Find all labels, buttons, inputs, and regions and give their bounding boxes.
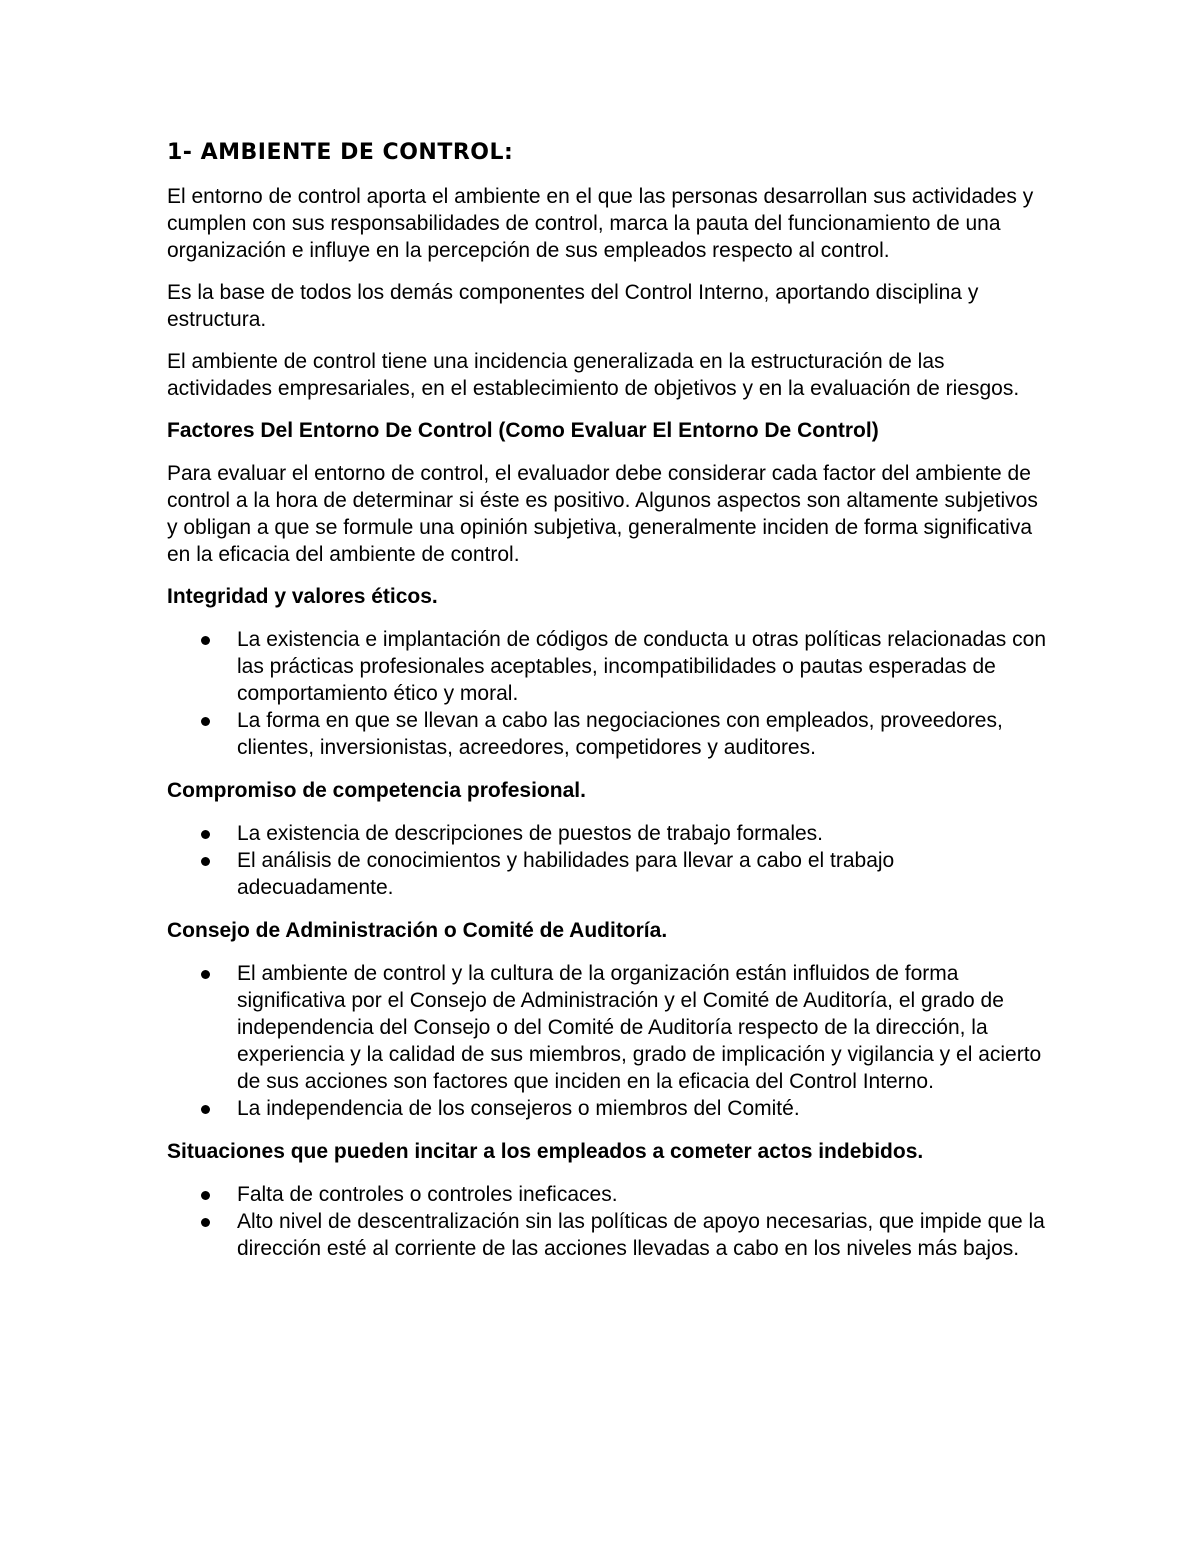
list-item-text: Alto nivel de descentralización sin las políticas de apoyo necesarias, que impide que la dirección esté al corriente de las acciones llevadas a cabo en los niveles más bajos.	[237, 1209, 1045, 1260]
list-item	[167, 960, 1047, 1095]
paragraph-intro: El entorno de control aporta el ambiente en el que las personas desarrollan sus actividades y cumplen con sus responsabilidades de control, marca la pauta del funcionamiento de una organización e influye en la percepción de sus empleados respecto al control.	[167, 184, 1034, 262]
integrity-list	[167, 626, 1047, 761]
situations-list	[167, 1181, 1047, 1262]
list-item-text: El análisis de conocimientos y habilidades para llevar a cabo el trabajo adecuadamente.	[237, 848, 895, 899]
list-item-text: La independencia de los consejeros o miembros del Comité.	[237, 1096, 800, 1120]
competence-heading: Compromiso de competencia profesional.	[167, 778, 586, 802]
list-item-text: La existencia e implantación de códigos de conducta u otras políticas relacionadas con las prácticas profesionales aceptables, incompatibilidades o pautas esperadas de comportamiento ético y moral.	[237, 627, 1047, 705]
bullet-icon	[201, 717, 210, 726]
bullet-icon	[201, 970, 210, 979]
bullet-icon	[201, 1105, 210, 1114]
bullet-icon	[201, 636, 210, 645]
list-item	[167, 626, 1047, 707]
list-item	[167, 1208, 1047, 1262]
board-list	[167, 960, 1047, 1122]
document-page	[167, 138, 1047, 1278]
factors-heading: Factores Del Entorno De Control (Como Evaluar El Entorno De Control)	[167, 418, 879, 442]
situations-heading: Situaciones que pueden incitar a los empleados a cometer actos indebidos.	[167, 1139, 924, 1163]
list-item-text: Falta de controles o controles ineficaces.	[237, 1182, 618, 1206]
paragraph-incidence: El ambiente de control tiene una incidencia generalizada en la estructuración de las actividades empresariales, en el establecimiento de objetivos y en la evaluación de riesgos.	[167, 349, 1020, 400]
list-item	[167, 820, 1047, 847]
competence-list	[167, 820, 1047, 901]
factors-intro: Para evaluar el entorno de control, el evaluador debe considerar cada factor del ambiente de control a la hora de determinar si éste es positivo. Algunos aspectos son altamente subjetivos y obligan a que se formule una opinión subjetiva, generalmente inciden de forma significativa en la eficacia del ambiente de control.	[167, 461, 1038, 566]
list-item	[167, 847, 1047, 901]
board-heading: Consejo de Administración o Comité de Auditoría.	[167, 918, 668, 942]
list-item	[167, 1181, 1047, 1208]
integrity-heading: Integridad y valores éticos.	[167, 584, 438, 608]
list-item-text: La forma en que se llevan a cabo las negociaciones con empleados, proveedores, clientes, inversionistas, acreedores, competidores y auditores.	[237, 708, 1003, 759]
list-item-text: La existencia de descripciones de puestos de trabajo formales.	[237, 821, 824, 845]
list-item-text: El ambiente de control y la cultura de la organización están influidos de forma significativa por el Consejo de Administración y el Comité de Auditoría, el grado de independencia del Consejo o del Comité de Auditoría respecto de la dirección, la experiencia y la calidad de sus miembros, grado de implicación y vigilancia y el acierto de sus acciones son factores que inciden en la eficacia del Control Interno.	[237, 961, 1042, 1093]
bullet-icon	[201, 1218, 210, 1227]
list-item	[167, 1095, 1047, 1122]
list-item	[167, 707, 1047, 761]
bullet-icon	[201, 830, 210, 839]
section-title: 1- AMBIENTE DE CONTROL:	[167, 140, 514, 165]
bullet-icon	[201, 1191, 210, 1200]
paragraph-base: Es la base de todos los demás componentes del Control Interno, aportando disciplina y estructura.	[167, 280, 979, 331]
bullet-icon	[201, 857, 210, 866]
